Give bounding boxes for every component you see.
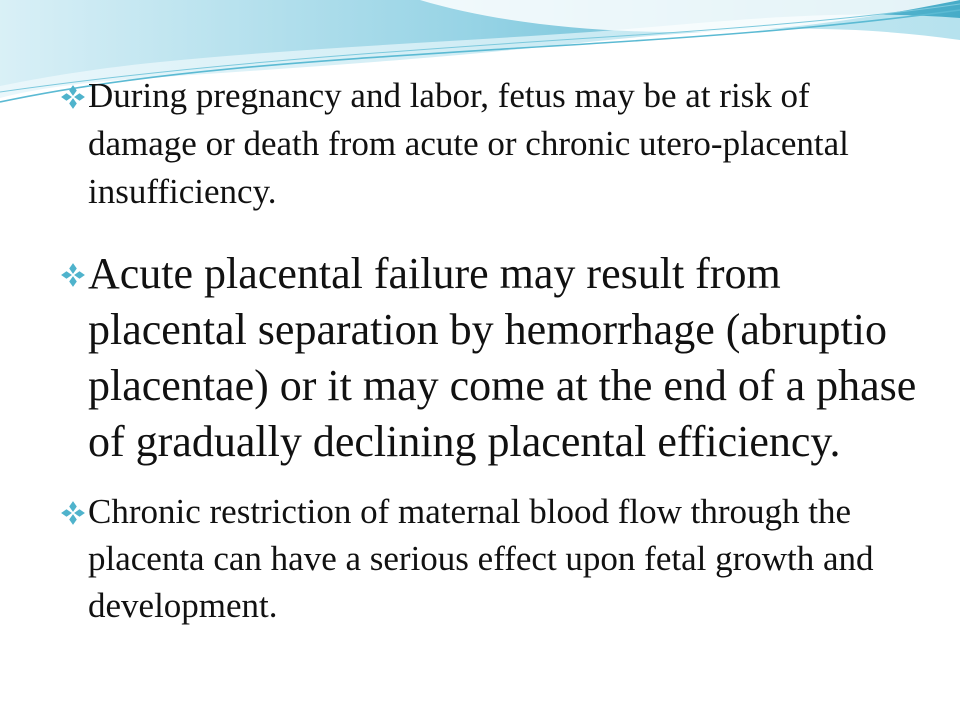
bullet-text-3: Chronic restriction of maternal blood flow through the placenta can have a serious effect upon fetal growth and development. xyxy=(88,492,874,625)
bullet-text-2: Acute placental failure may result from placental separation by hemorrhage (abruptio placentae) or it may come at the end of a phase of gradually declining placental efficiency. xyxy=(88,249,917,466)
four-diamond-icon xyxy=(60,262,86,288)
bullet-text-1: During pregnancy and labor, fetus may be at risk of damage or death from acute or chronic utero-placental insufficiency. xyxy=(88,76,849,211)
bullet-list xyxy=(60,72,920,629)
four-diamond-icon xyxy=(60,500,86,526)
bullet-item-3 xyxy=(60,488,920,629)
bullet-item-1 xyxy=(60,72,920,216)
four-diamond-icon xyxy=(60,84,86,110)
bullet-item-2 xyxy=(60,246,920,470)
